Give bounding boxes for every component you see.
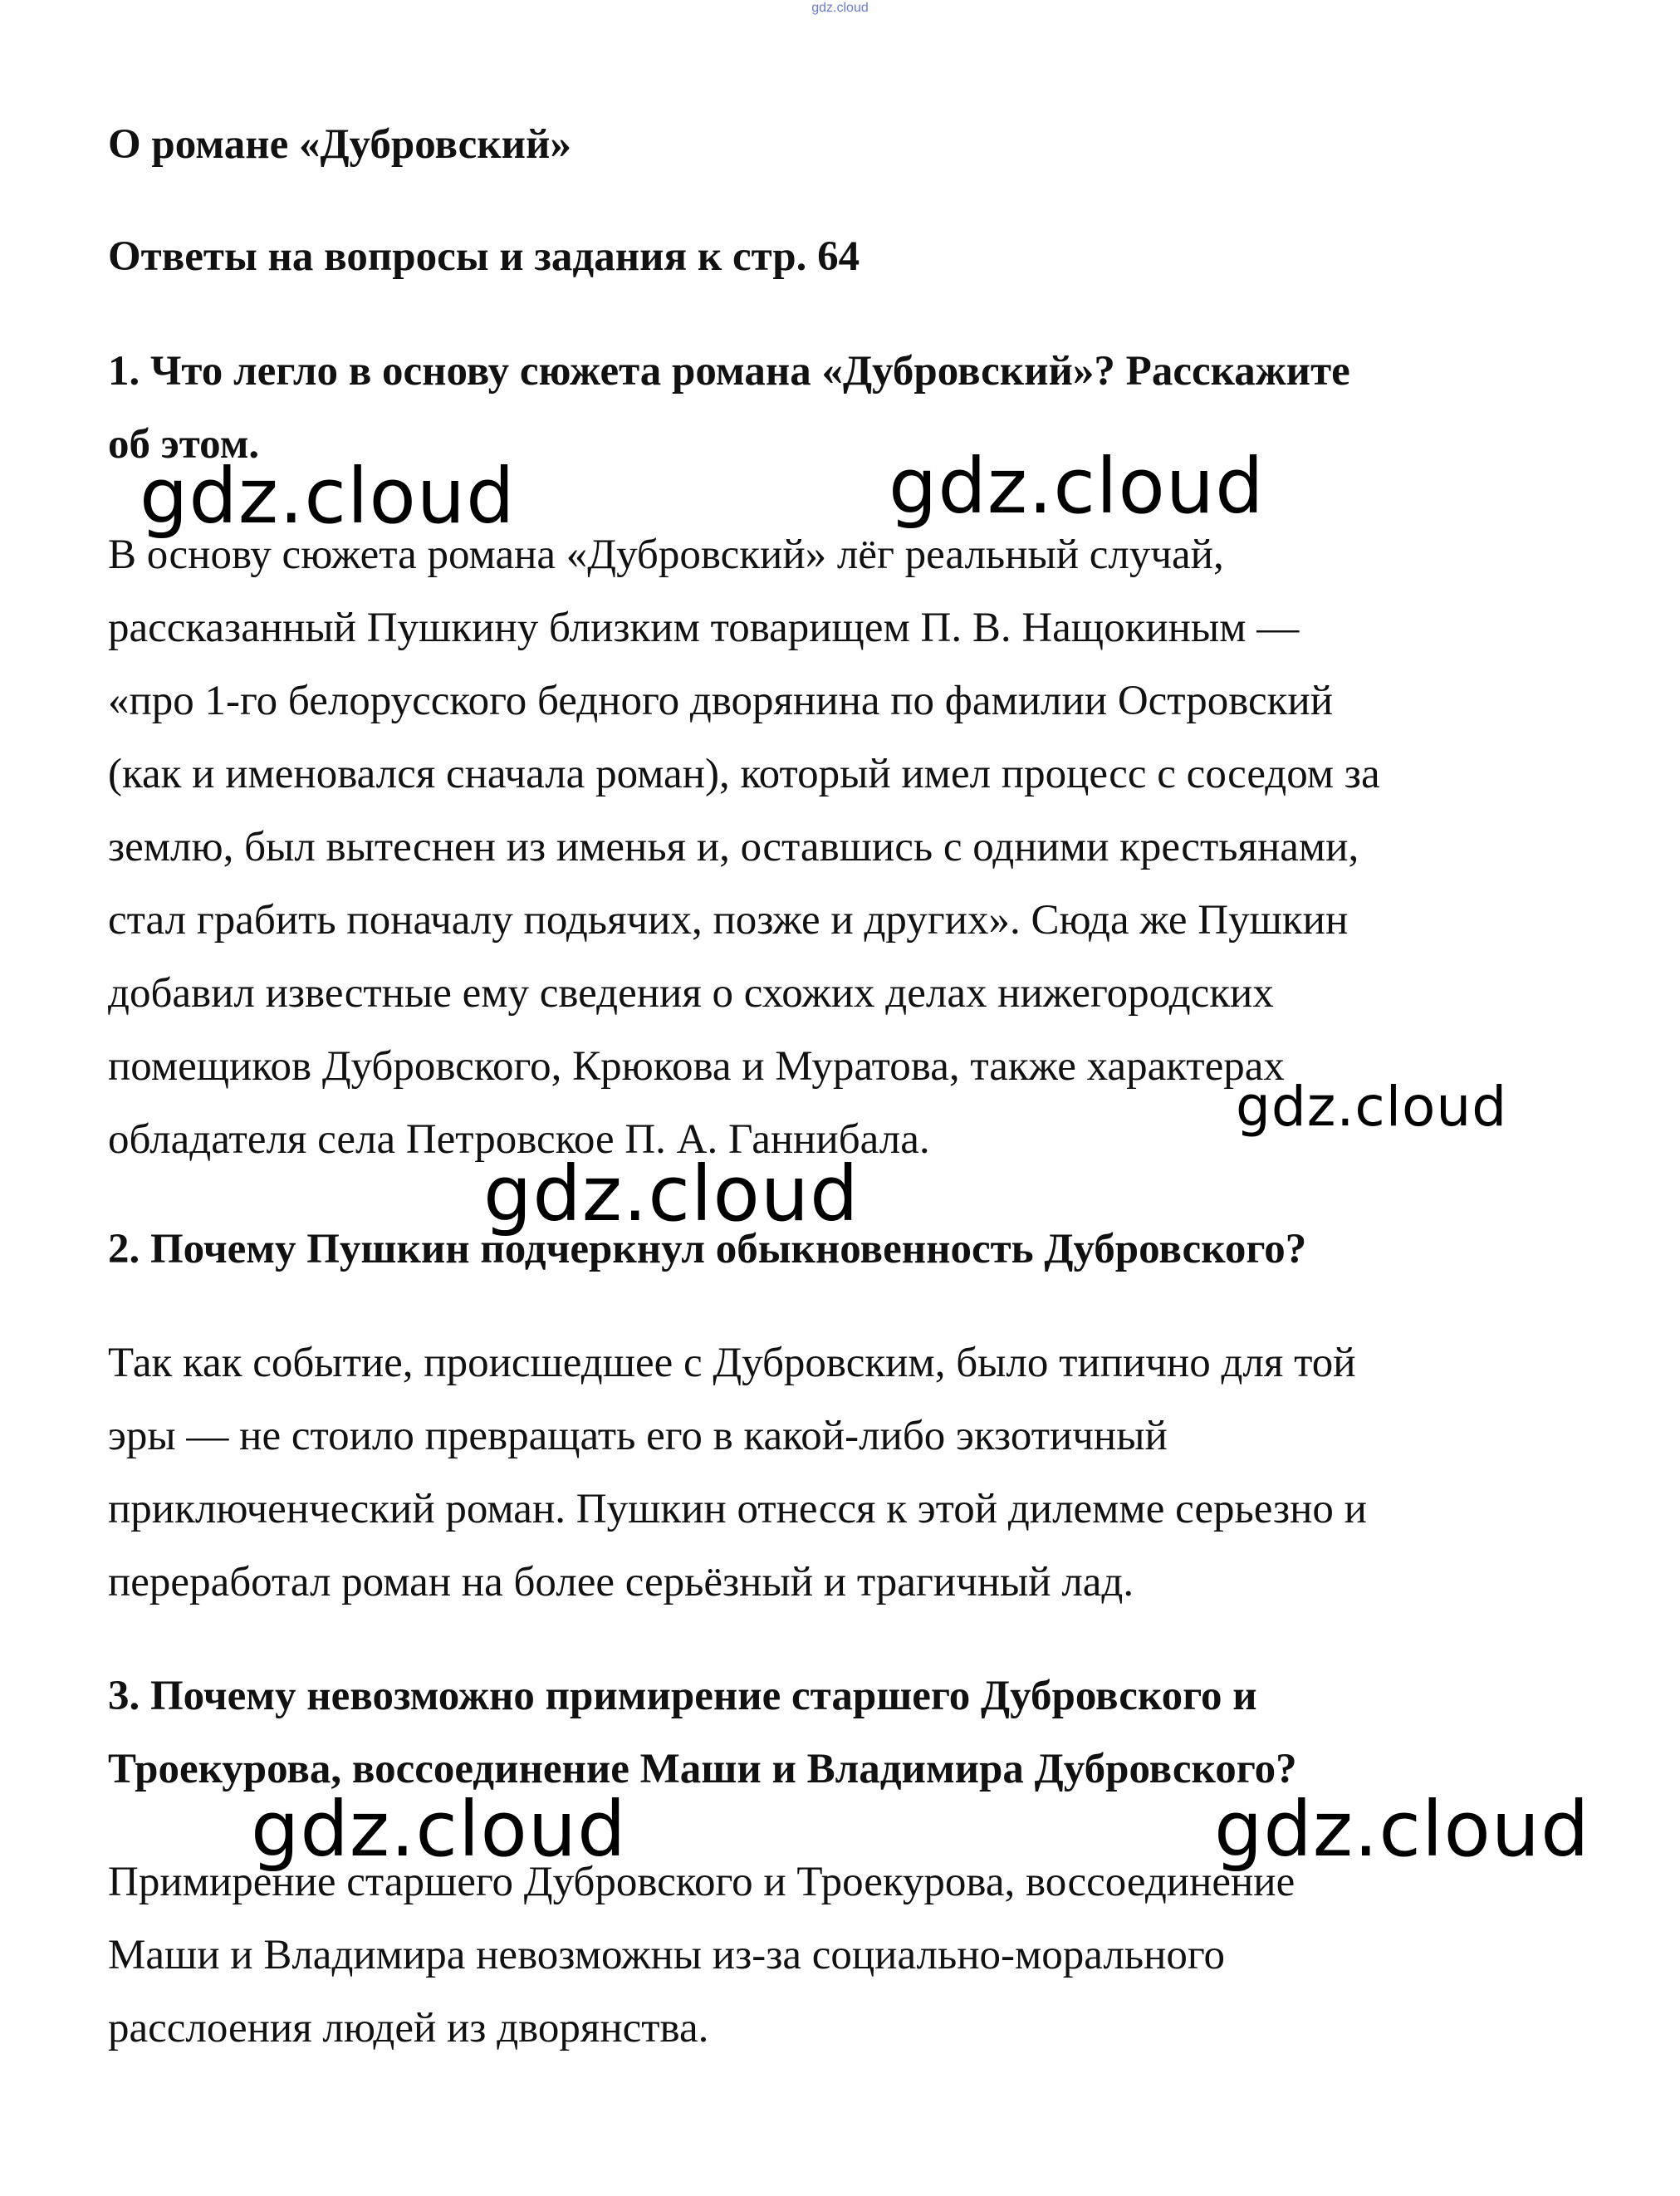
answer-3-line: Примирение старшего Дубровского и Троекурова, воссоединение [108, 1859, 1296, 1905]
answer-2-line: Так как событие, происшедшее с Дубровским, было типично для той [108, 1340, 1356, 1386]
answer-3 [108, 1846, 1594, 2065]
answer-2-line: приключенческий роман. Пушкин отнесся к этой дилемме серьезно и [108, 1486, 1367, 1532]
answer-1-line: землю, был вытеснен из именья и, оставшись с одними крестьянами, [108, 824, 1359, 870]
page-subtitle: Ответы на вопросы и задания к стр. 64 [108, 233, 860, 280]
question-3-line: 3. Почему невозможно примирение старшего Дубровского и [108, 1673, 1257, 1719]
watermark: gdz.cloud [1236, 1075, 1508, 1139]
question-1-line: об этом. [108, 421, 260, 468]
answer-1-line: «про 1-го белорусского бедного дворянина по фамилии Островский [108, 678, 1333, 724]
page-title: О романе «Дубровский» [108, 121, 571, 168]
question-2-line: 2. Почему Пушкин подчеркнул обыкновенность Дубровского? [108, 1226, 1307, 1272]
question-1-line: 1. Что легло в основу сюжета романа «Дубровский»? Расскажите [108, 348, 1350, 395]
answer-1-line: обладателя села Петровское П. А. Ганнибала. [108, 1116, 930, 1163]
answer-1-line: стал грабить поначалу подьячих, позже и других». Сюда же Пушкин [108, 897, 1349, 944]
watermark: gdz.cloud [483, 1149, 860, 1238]
watermark: gdz.cloud [889, 442, 1265, 531]
answer-3-line: расслоения людей из дворянства. [108, 2005, 709, 2051]
question-3 [108, 1659, 1297, 1806]
watermark: gdz.cloud [1214, 1785, 1590, 1874]
answer-1-line: (как и именовался сначала роман), который имел процесс с соседом за [108, 751, 1380, 797]
answer-1-line: помещиков Дубровского, Крюкова и Муратова, также характерах [108, 1043, 1285, 1090]
watermark: gdz.cloud [251, 1785, 627, 1874]
watermark: gdz.cloud [140, 452, 516, 541]
answer-2 [108, 1326, 1594, 1619]
answer-1-line: добавил известные ему сведения о схожих делах нижегородских [108, 970, 1274, 1017]
top-watermark-link[interactable]: gdz.cloud [811, 1, 869, 15]
answer-3-line: Маши и Владимира невозможны из-за социально-морального [108, 1932, 1226, 1978]
answer-1-line: В основу сюжета романа «Дубровский» лёг реальный случай, [108, 532, 1224, 578]
answer-2-line: переработал роман на более серьёзный и трагичный лад. [108, 1559, 1134, 1605]
answer-1-line: рассказанный Пушкину близким товарищем П. В. Нащокиным — [108, 605, 1300, 651]
question-3-line: Троекурова, воссоединение Маши и Владимира Дубровского? [108, 1746, 1297, 1792]
answer-2-line: эры — не стоило превращать его в какой-либо экзотичный [108, 1413, 1168, 1459]
